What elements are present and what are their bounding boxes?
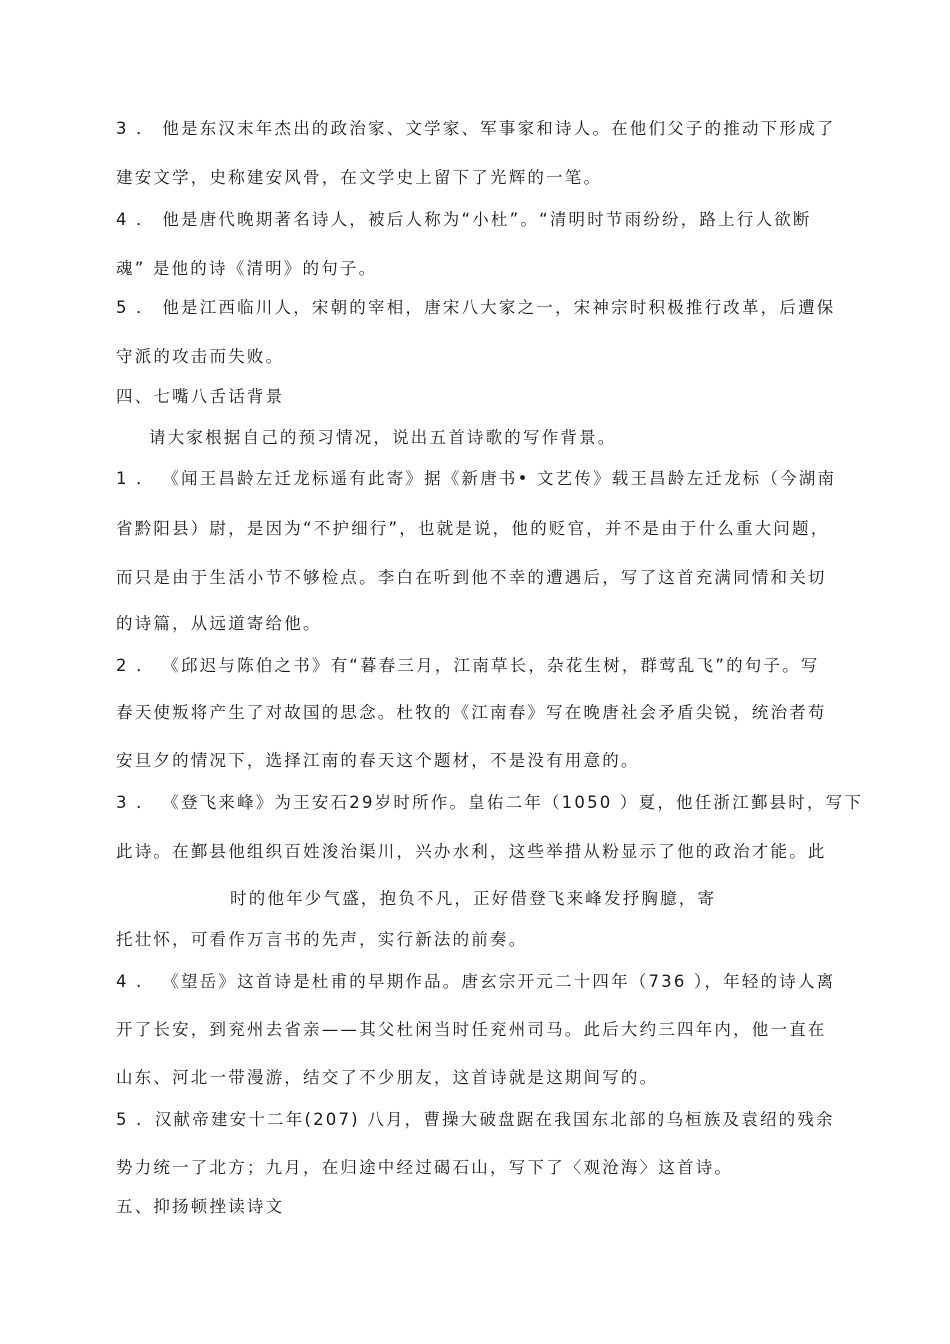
text-line: 托壮怀，可看作万言书的先声，实行新法的前奏。 [116,930,528,949]
section-heading: 五、抑扬顿挫读诗文 [116,1197,285,1216]
text-line: 魂” 是他的诗《清明》的句子。 [116,259,378,278]
text-line: 3 ． 他是东汉末年杰出的政治家、文学家、军事家和诗人。在他们父子的推动下形成了 [116,119,836,138]
text-line: 1 ． 《闻王昌龄左迁龙标遥有此寄》据《新唐书• 文艺传》载王昌龄左迁龙标（今湖南 [116,469,837,488]
text-line: 山东、河北一带漫游，结交了不少朋友，这首诗就是这期间写的。 [116,1068,659,1087]
text-line: 2 ． 《邱迟与陈伯之书》有“暮春三月，江南草长，杂花生树，群莺乱飞”的句子。写 [116,656,820,675]
text-line: 春天使叛将产生了对故国的思念。杜牧的《江南春》写在晚唐社会矛盾尖锐，统治者苟 [116,703,827,722]
text-line: 而只是由于生活小节不够检点。李白在听到他不幸的遭遇后，写了这首充满同情和关切 [116,568,827,587]
text-line: 安旦夕的情况下，选择江南的春天这个题材，不是没有用意的。 [116,751,640,770]
text-line: 势力统一了北方；九月，在归途中经过碣石山，写下了〈观沧海〉这首诗。 [116,1158,734,1177]
text-line: 4 ． 他是唐代晚期著名诗人，被后人称为“小杜”。“清明时节雨纷纷，路上行人欲断 [116,210,812,229]
text-line: 的诗篇，从远道寄给他。 [116,614,322,633]
text-line: 3 ． 《登飞来峰》为王安石29岁时所作。皇佑二年（1050 ）夏，他任浙江鄞县时，写下 [116,793,864,812]
text-line: 时的他年少气盛，抱负不凡，正好借登飞来峰发抒胸臆，寄 [230,889,717,908]
text-line: 5 ．汉献帝建安十二年(207) 八月，曹操大破盘踞在我国东北部的乌桓族及袁绍的残余 [116,1110,835,1129]
text-line: 省黔阳县）尉，是因为“不护细行”，也就是说，他的贬官，并不是由于什么重大问题， [116,519,830,538]
text-line: 建安文学，史称建安风骨，在文学史上留下了光辉的一笔。 [116,168,603,187]
text-line: 守派的攻击而失败。 [116,347,285,366]
section-heading: 四、七嘴八舌话背景 [116,387,285,406]
text-line: 4 ． 《望岳》这首诗是杜甫的早期作品。唐玄宗开元二十四年（736 ），年轻的诗人离 [116,972,836,991]
text-line: 此诗。在鄞县他组织百姓浚治渠川，兴办水利，这些举措从粉显示了他的政治才能。此 [116,842,827,861]
text-line: 请大家根据自己的预习情况，说出五首诗歌的写作背景。 [149,428,617,447]
text-line: 开了长安，到兖州去省亲——其父杜闲当时任兖州司马。此后大约三四年内，他一直在 [116,1020,827,1039]
text-line: 5 ． 他是江西临川人，宋朝的宰相，唐宋八大家之一，宋神宗时积极推行改革，后遭保 [116,298,836,317]
